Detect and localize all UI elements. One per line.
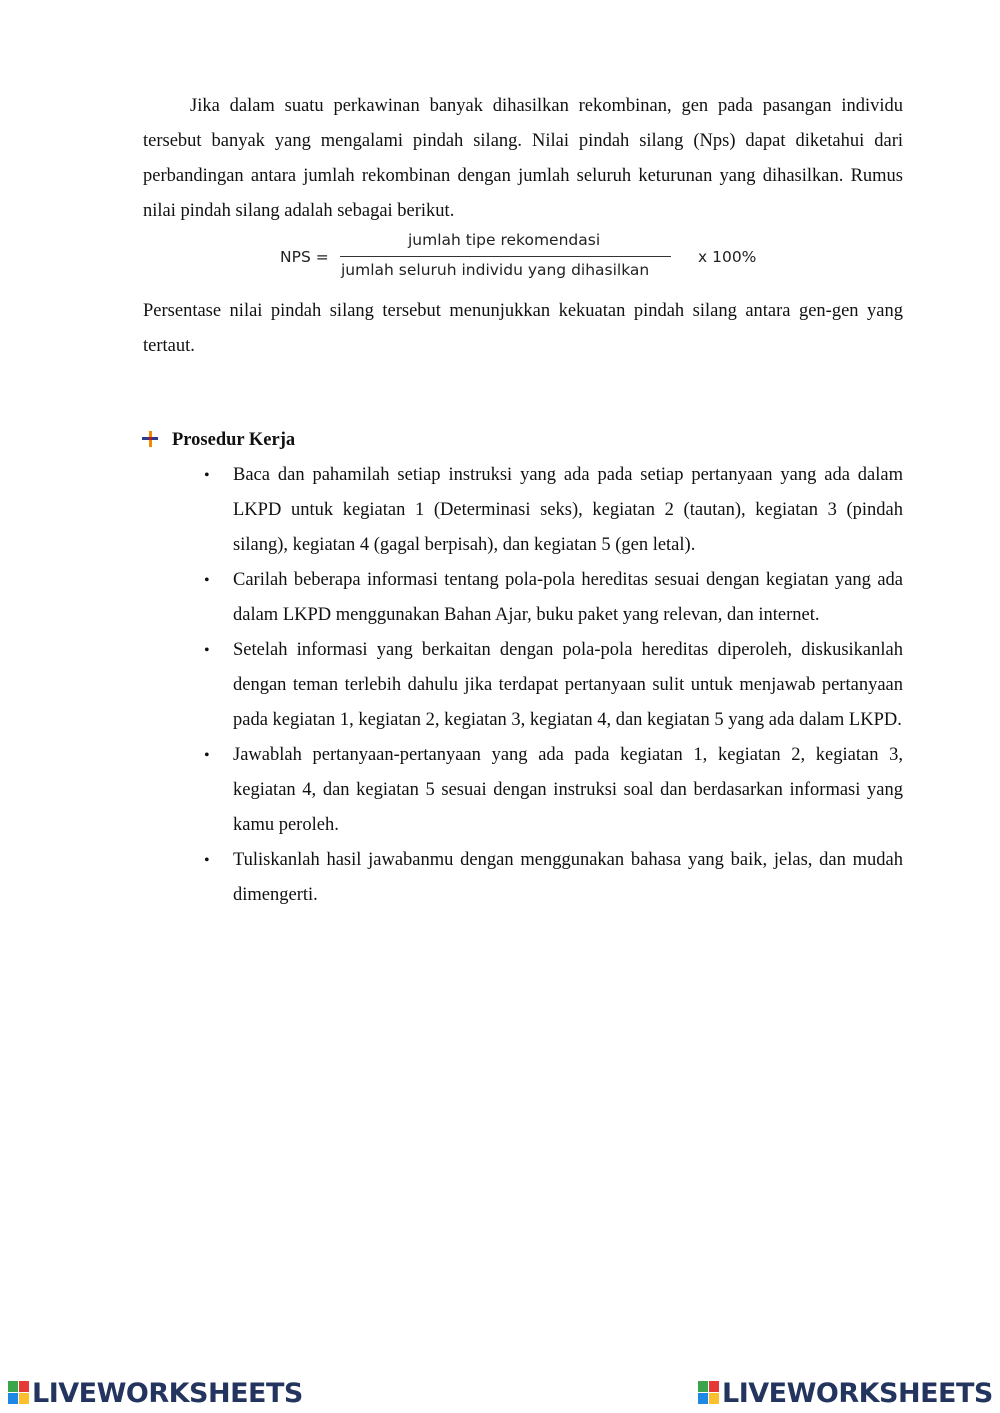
bullet-icon: • bbox=[204, 572, 210, 589]
formula-lhs: NPS = bbox=[280, 248, 329, 266]
formula-multiplier: x 100% bbox=[698, 248, 757, 266]
footer-brand-text: LIVEWORKSHEETS bbox=[32, 1378, 303, 1409]
list-item bbox=[204, 458, 903, 563]
list-item bbox=[204, 843, 903, 913]
list-item-text: Carilah beberapa informasi tentang pola-pola hereditas sesuai dengan kegiatan yang ada dalam LKPD menggunakan Bahan Ajar, buku paket yang relevan, dan internet. bbox=[233, 570, 903, 625]
formula-numerator: jumlah tipe rekomendasi bbox=[408, 231, 601, 249]
section-heading-text: Prosedur Kerja bbox=[172, 430, 296, 450]
list-item bbox=[204, 633, 903, 738]
intro-paragraph: Jika dalam suatu perkawinan banyak dihasilkan rekombinan, gen pada pasangan individu tersebut banyak yang mengalami pindah silang. Nilai pindah silang (Nps) dapat diketahui dari perbandingan antara jumlah rekombinan dengan jumlah seluruh keturunan yang dihasilkan. Rumus nilai pindah silang adalah sebagai berikut. bbox=[143, 96, 903, 221]
formula-denominator: jumlah seluruh individu yang dihasilkan bbox=[341, 261, 650, 279]
bullet-icon: • bbox=[204, 642, 210, 659]
liveworksheets-logo-icon bbox=[698, 1381, 720, 1405]
list-item bbox=[204, 738, 903, 843]
list-item-text: Baca dan pahamilah setiap instruksi yang ada pada setiap pertanyaan yang ada dalam LKPD untuk kegiatan 1 (Determinasi seks), kegiatan 2 (tautan), kegiatan 3 (pindah silang), kegiatan 4 (gagal berpisah), dan kegiatan 5 (gen letal). bbox=[233, 465, 903, 555]
footer-logo-right[interactable] bbox=[698, 1378, 993, 1412]
list-item-text: Tuliskanlah hasil jawabanmu dengan menggunakan bahasa yang baik, jelas, dan mudah dimengerti. bbox=[233, 850, 903, 905]
footer-logo-left[interactable] bbox=[8, 1378, 303, 1412]
list-item bbox=[204, 563, 903, 633]
percentage-paragraph: Persentase nilai pindah silang tersebut menunjukkan kekuatan pindah silang antara gen-gen yang tertaut. bbox=[143, 301, 903, 356]
bullet-icon: • bbox=[204, 852, 210, 869]
fraction-bar bbox=[340, 256, 671, 257]
list-item-text: Jawablah pertanyaan-pertanyaan yang ada pada kegiatan 1, kegiatan 2, kegiatan 3, kegiatan 4, dan kegiatan 5 sesuai dengan instruksi soal dan berdasarkan informasi yang kamu peroleh. bbox=[233, 745, 903, 835]
bullet-icon: • bbox=[204, 747, 210, 764]
bullet-icon: • bbox=[204, 467, 210, 484]
procedure-list bbox=[204, 458, 903, 913]
section-heading bbox=[142, 425, 295, 455]
list-item-text: Setelah informasi yang berkaitan dengan pola-pola hereditas diperoleh, diskusikanlah dengan teman terlebih dahulu jika terdapat pertanyaan sulit untuk menjawab pertanyaan pada kegiatan 1, kegiatan 2, kegiatan 3, kegiatan 4, dan kegiatan 5 yang ada dalam LKPD. bbox=[233, 640, 903, 730]
footer-brand-text: LIVEWORKSHEETS bbox=[722, 1378, 993, 1409]
liveworksheets-logo-icon bbox=[8, 1381, 30, 1405]
nps-formula bbox=[280, 230, 780, 286]
plus-bullet-icon bbox=[142, 431, 158, 447]
